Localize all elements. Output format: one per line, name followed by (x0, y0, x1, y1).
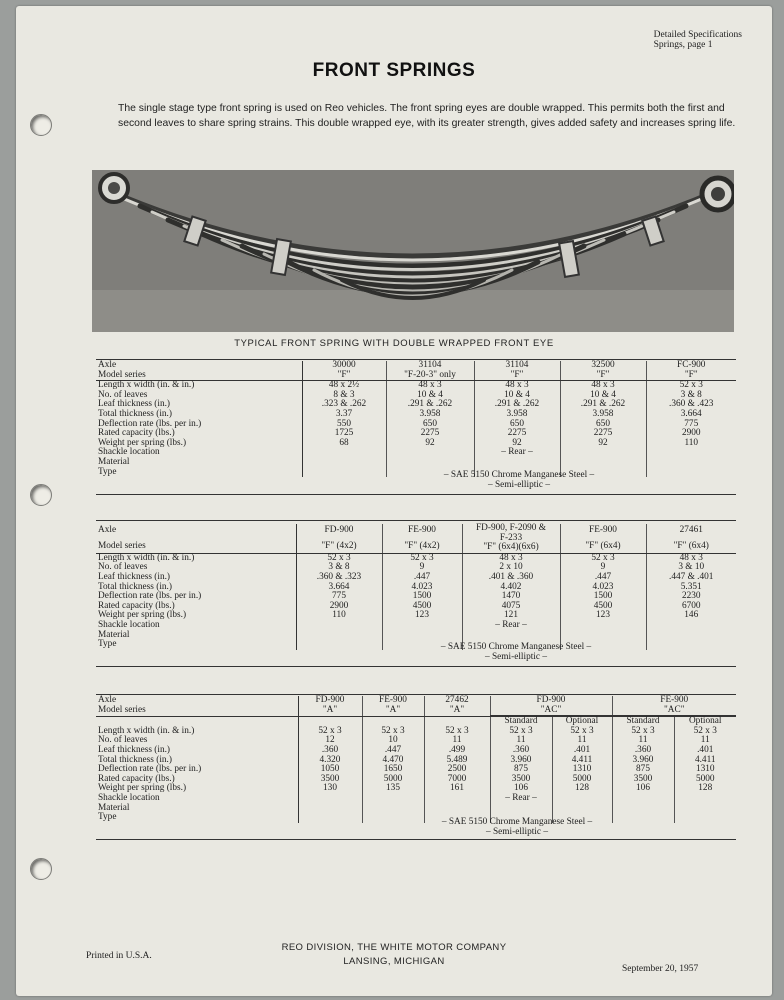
table2-col2-values (382, 553, 462, 649)
cell-value: 875 (636, 764, 650, 775)
axle-value-line2: F-233 (499, 532, 523, 543)
cell-value: 5.489 (446, 754, 468, 765)
cell-value: 650 (510, 418, 524, 429)
table1-bottom-rule (96, 494, 736, 495)
cell-value: 110 (332, 610, 346, 621)
cell-value: 1650 (383, 764, 403, 775)
cell-value: 11 (638, 735, 648, 746)
cell-value: 3500 (633, 773, 653, 784)
spec-table-2 (96, 524, 736, 650)
model-series-label: Model series (98, 704, 146, 715)
series-value: "F" (4x2) (404, 541, 440, 551)
cell-value: 6700 (681, 600, 701, 611)
cell-value: .323 & .262 (321, 399, 367, 410)
row-label: Deflection rate (lbs. per in.) (98, 591, 202, 602)
row-label: Type (98, 812, 117, 823)
cell-value: 1500 (412, 591, 432, 602)
table2-header-labels (96, 524, 296, 553)
table1-col2-header (386, 361, 474, 381)
spring-photo (92, 170, 734, 332)
type-value: – Semi-elliptic – (485, 651, 547, 662)
printed-note: Printed in U.S.A. (86, 951, 152, 961)
photo-caption: TYPICAL FRONT SPRING WITH DOUBLE WRAPPED FRONT EYE (234, 338, 554, 349)
series-value: "F" (4x2) (321, 541, 357, 551)
cell-value: .401 (697, 744, 714, 755)
table1-col1-header (302, 361, 386, 381)
cell-value: 1310 (695, 764, 715, 775)
row-label: Rated capacity (lbs.) (98, 428, 175, 439)
cell-value: 5000 (572, 773, 592, 784)
table1-col2-values (386, 381, 474, 477)
row-label: Weight per spring (lbs.) (98, 437, 187, 448)
table3-header-labels (96, 696, 298, 717)
row-label: Rated capacity (lbs.) (98, 600, 175, 611)
cell-value: 10 & 4 (504, 389, 530, 400)
cell-value: 48 x 3 (499, 552, 523, 563)
cell-value: 3 & 10 (678, 562, 705, 573)
series-value: "F" (6x4) (673, 541, 709, 551)
cell-value: 135 (386, 783, 400, 794)
axle-value: FE-900 (660, 695, 689, 705)
cell-value: .401 & .360 (488, 571, 534, 582)
cell-value: 4.411 (694, 754, 716, 765)
cell-value: 1725 (334, 428, 354, 439)
axle-value: 31104 (418, 360, 442, 370)
cell-value: 2275 (420, 428, 440, 439)
axle-value: 27461 (679, 525, 703, 535)
row-labels (96, 717, 298, 823)
row-label: Leaf thickness (in.) (98, 571, 171, 582)
table3-col5-values (552, 717, 612, 823)
row-label: No. of leaves (98, 735, 148, 746)
row-label: Leaf thickness (in.) (98, 399, 171, 410)
axle-value: 32500 (591, 360, 615, 370)
row-label: Weight per spring (lbs.) (98, 783, 187, 794)
cell-value: 11 (452, 735, 462, 746)
cell-value: 48 x 2½ (328, 380, 360, 391)
cell-value: 4.023 (411, 581, 433, 592)
cell-value: 650 (596, 418, 610, 429)
series-value: "F" (6x4) (585, 541, 621, 551)
spec-reference-line2: Springs, page 1 (653, 40, 713, 50)
cell-value: 3 & 8 (680, 389, 702, 400)
cell-value: 875 (514, 764, 528, 775)
cell-value: 11 (516, 735, 526, 746)
cell-value: 146 (684, 610, 699, 621)
type-value: – Semi-elliptic – (488, 479, 550, 490)
cell-value: 123 (415, 610, 429, 621)
table2-col1-values (296, 553, 382, 649)
cell-value: .401 (573, 744, 591, 755)
row-label: Shackle location (98, 447, 160, 458)
cell-value: 9 (600, 562, 606, 573)
cell-value: 4.023 (592, 581, 614, 592)
cell-value: 52 x 3 (445, 725, 469, 736)
cell-value: 3.960 (632, 754, 654, 765)
axle-value: FD-900 (315, 695, 345, 705)
series-value: "AC" (663, 704, 685, 715)
document-page (16, 6, 772, 996)
table1-col4-header (560, 361, 646, 381)
axle-value: FE-900 (589, 525, 617, 535)
table3-top-rule (96, 694, 736, 695)
row-label: Total thickness (in.) (98, 754, 172, 765)
series-value: "F" (596, 369, 610, 380)
cell-value: 52 x 3 (318, 725, 342, 736)
table3-col2-values (362, 717, 424, 823)
cell-value: 11 (577, 735, 587, 746)
axle-value: 27462 (445, 695, 469, 705)
series-value: "F" (337, 369, 351, 380)
row-label: Deflection rate (lbs. per in.) (98, 418, 202, 429)
cell-value: .360 (634, 744, 652, 755)
cell-value: 2275 (593, 428, 613, 439)
cell-value: 2275 (507, 428, 527, 439)
row-label: Length x width (in. & in.) (98, 725, 195, 736)
optional-label: Optional (688, 716, 722, 727)
cell-value: 8 & 3 (333, 389, 355, 400)
table2-col4-header (560, 524, 646, 553)
cell-value: 12 (325, 735, 335, 746)
cell-value: .291 & .262 (494, 399, 540, 410)
cell-value: .360 (512, 744, 530, 755)
axle-label: Axle (98, 525, 117, 535)
cell-value: 92 (598, 437, 608, 448)
binder-hole-top (30, 114, 52, 136)
cell-value: 4.470 (382, 754, 404, 765)
cell-value: .447 (594, 571, 612, 582)
row-label: No. of leaves (98, 562, 148, 573)
cell-value: 550 (337, 418, 351, 429)
row-label: Leaf thickness (in.) (98, 744, 171, 755)
cell-value: 2900 (329, 600, 349, 611)
cell-value: 2230 (681, 591, 701, 602)
axle-value: FE-900 (408, 525, 436, 535)
table3-group4-header (490, 696, 612, 716)
table2-header-row (96, 524, 736, 553)
binder-hole-bottom (30, 858, 52, 880)
axle-label: Axle (98, 695, 117, 705)
cell-value: 3.960 (510, 754, 532, 765)
cell-value: 121 (504, 610, 518, 621)
cell-value: 52 x 3 (591, 552, 615, 563)
cell-value: .499 (448, 744, 466, 755)
row-labels (96, 553, 296, 649)
table3-col7-values (674, 717, 736, 823)
table1-shared-values (302, 471, 736, 490)
optional-label: Optional (565, 716, 599, 727)
row-label: Material (98, 456, 130, 467)
cell-value: 110 (684, 437, 699, 448)
cell-value: 68 (339, 437, 349, 448)
cell-value: 52 x 3 (410, 552, 434, 563)
cell-value: 48 x 3 (505, 380, 529, 391)
cell-value: 3500 (320, 773, 340, 784)
series-value: "A" (449, 704, 465, 715)
cell-value: 5000 (383, 773, 403, 784)
series-value: "F" (684, 369, 698, 380)
row-labels (96, 381, 302, 477)
cell-value: .360 & .423 (669, 399, 714, 410)
cell-value: .291 & .262 (407, 399, 453, 410)
axle-label: Axle (98, 360, 117, 370)
table2-col1-header (296, 524, 382, 553)
cell-value: 4500 (412, 600, 432, 611)
cell-value: 4.320 (319, 754, 341, 765)
table1-col4-values (560, 381, 646, 477)
binder-hole-middle (30, 484, 52, 506)
row-label: Type (98, 639, 117, 650)
series-value: "AC" (540, 704, 562, 715)
table3-header-row (96, 696, 736, 716)
cell-value: 10 & 4 (417, 389, 443, 400)
model-series-label: Model series (98, 541, 146, 551)
cell-value: 52 x 3 (679, 380, 703, 391)
cell-value: 3500 (511, 773, 531, 784)
row-label: Length x width (in. & in.) (98, 380, 195, 391)
table2-col3-values (462, 553, 560, 649)
series-value: "F-20-3" only (404, 369, 456, 380)
table1-header-labels (96, 361, 302, 381)
cell-value: 5000 (695, 773, 715, 784)
cell-value: 650 (423, 418, 437, 429)
row-label: Total thickness (in.) (98, 408, 172, 419)
intro-paragraph: The single stage type front spring is used on Reo vehicles. The front spring eyes are double wrapped. This permits both the first and second leaves to share spring strains. This double wrapped eye, with its greater strength, gives added safety and increases spring life. (118, 103, 736, 129)
cell-value: 775 (684, 418, 699, 429)
table1-col5-header (646, 361, 736, 381)
table3-group5-header (612, 696, 736, 716)
cell-value: 52 x 3 (570, 725, 594, 736)
table1-body (96, 381, 736, 477)
cell-value: 9 (419, 562, 425, 573)
cell-value: 128 (575, 783, 589, 794)
table2-bottom-rule (96, 666, 736, 667)
cell-value: 106 (636, 783, 650, 794)
row-label: Shackle location (98, 792, 160, 803)
row-label: Material (98, 629, 130, 640)
cell-value: 92 (512, 437, 522, 448)
row-label: Type (98, 466, 117, 477)
cell-value: .447 (413, 571, 431, 582)
material-value: – SAE 5150 Chrome Manganese Steel – (441, 817, 593, 827)
cell-value: 2900 (681, 428, 701, 439)
series-value: "A" (322, 704, 338, 715)
spec-reference-line1: Detailed Specifications (653, 30, 742, 40)
cell-value: 1310 (572, 764, 592, 775)
table1-top-rule (96, 359, 736, 360)
page-title: FRONT SPRINGS (312, 60, 476, 81)
cell-value: 48 x 3 (591, 380, 615, 391)
cell-value: 5.351 (680, 581, 702, 592)
shackle-location-value: – Rear – (505, 792, 537, 803)
cell-value: 1500 (593, 591, 613, 602)
cell-value: 52 x 3 (381, 725, 405, 736)
row-label: Total thickness (in.) (98, 581, 172, 592)
row-label: Material (98, 802, 130, 813)
table1-header-row (96, 361, 736, 381)
cell-value: 52 x 3 (693, 725, 717, 736)
cell-value: 48 x 3 (418, 380, 442, 391)
table3-bottom-rule (96, 839, 736, 840)
row-label: No. of leaves (98, 389, 148, 400)
row-label: Deflection rate (lbs. per in.) (98, 764, 202, 775)
cell-value: 3.37 (335, 408, 353, 419)
table2-top-rule (96, 520, 736, 521)
cell-value: 2500 (447, 764, 467, 775)
table1-col3-values (474, 381, 560, 477)
table3-group1-header (298, 696, 362, 717)
cell-value: 128 (698, 783, 713, 794)
table2-col5-header (646, 524, 736, 553)
cell-value: 10 (388, 735, 398, 746)
cell-value: 161 (450, 783, 464, 794)
axle-value: FD-900, F-2090 & (476, 523, 546, 533)
cell-value: 1470 (501, 591, 521, 602)
cell-value: 52 x 3 (509, 725, 533, 736)
series-value: "A" (385, 704, 401, 715)
axle-value: FE-900 (379, 695, 407, 705)
standard-label: Standard (626, 716, 660, 727)
cell-value: 1050 (320, 764, 340, 775)
spec-reference (654, 30, 742, 50)
row-label: Weight per spring (lbs.) (98, 610, 187, 621)
cell-value: 4500 (593, 600, 613, 611)
cell-value: 52 x 3 (327, 552, 351, 563)
cell-value: .447 (384, 744, 402, 755)
table1-col1-values (302, 381, 386, 477)
table3-col1-values (298, 717, 362, 823)
company-city: LANSING, MICHIGAN (343, 956, 445, 967)
cell-value: 10 & 4 (590, 389, 616, 400)
table2-body (96, 553, 736, 649)
cell-value: .360 & .323 (316, 571, 362, 582)
cell-value: 3.664 (328, 581, 350, 592)
material-value: – SAE 5150 Chrome Manganese Steel – (443, 470, 595, 480)
type-value: – Semi-elliptic – (486, 826, 548, 837)
material-value: – SAE 5150 Chrome Manganese Steel – (440, 642, 592, 652)
axle-value: 31104 (505, 360, 529, 370)
row-label: Length x width (in. & in.) (98, 552, 195, 563)
table1-col5-values (646, 381, 736, 477)
cell-value: 775 (332, 591, 346, 602)
series-value: "F" (510, 369, 524, 380)
cell-value: 130 (323, 783, 337, 794)
row-label: Shackle location (98, 619, 160, 630)
cell-value: 123 (596, 610, 610, 621)
table3-shared-values (298, 818, 736, 837)
shackle-location-value: – Rear – (501, 447, 533, 458)
cell-value: 92 (425, 437, 435, 448)
cell-value: 7000 (447, 773, 467, 784)
row-label: Rated capacity (lbs.) (98, 773, 175, 784)
spec-table-1 (96, 361, 736, 477)
cell-value: 3 & 8 (328, 562, 350, 573)
table3-col3-values (424, 717, 490, 823)
table3-body (96, 717, 736, 823)
series-value: "F" (6x4)(6x6) (483, 542, 539, 553)
table2-col4-values (560, 553, 646, 649)
cell-value: 2 x 10 (499, 562, 523, 573)
axle-value: FC-900 (677, 360, 706, 370)
table2-col3-header (462, 524, 560, 553)
shackle-location-value: – Rear – (495, 619, 527, 630)
spec-table-3 (96, 696, 736, 823)
cell-value: .447 & .401 (669, 571, 714, 582)
table3-group3-header (424, 696, 490, 717)
table2-col2-header (382, 524, 462, 553)
cell-value: 3.958 (419, 408, 441, 419)
company-name: REO DIVISION, THE WHITE MOTOR COMPANY (281, 942, 507, 953)
table3-group2-header (362, 696, 424, 717)
date-footer: September 20, 1957 (622, 964, 699, 974)
cell-value: 3.958 (506, 408, 528, 419)
cell-value: 106 (514, 783, 528, 794)
cell-value: 4.411 (571, 754, 593, 765)
standard-label: Standard (504, 716, 538, 727)
cell-value: .291 & .262 (580, 399, 626, 410)
table1-col3-header (474, 361, 560, 381)
model-series-label: Model series (98, 369, 146, 380)
cell-value: 4.402 (500, 581, 522, 592)
table3-col4-values (490, 717, 552, 823)
cell-value: 48 x 3 (679, 552, 703, 563)
cell-value: 11 (700, 735, 710, 746)
leaf-spring-illustration (92, 170, 734, 332)
cell-value: 52 x 3 (631, 725, 655, 736)
table3-col6-values (612, 717, 674, 823)
axle-value: 30000 (332, 360, 356, 370)
axle-value: FD-900 (536, 695, 566, 705)
table2-shared-values (296, 643, 736, 662)
cell-value: 4075 (501, 600, 521, 611)
axle-value: FD-900 (324, 525, 354, 535)
cell-value: 3.958 (592, 408, 614, 419)
cell-value: 3.664 (680, 408, 702, 419)
table2-col5-values (646, 553, 736, 649)
cell-value: .360 (321, 744, 339, 755)
